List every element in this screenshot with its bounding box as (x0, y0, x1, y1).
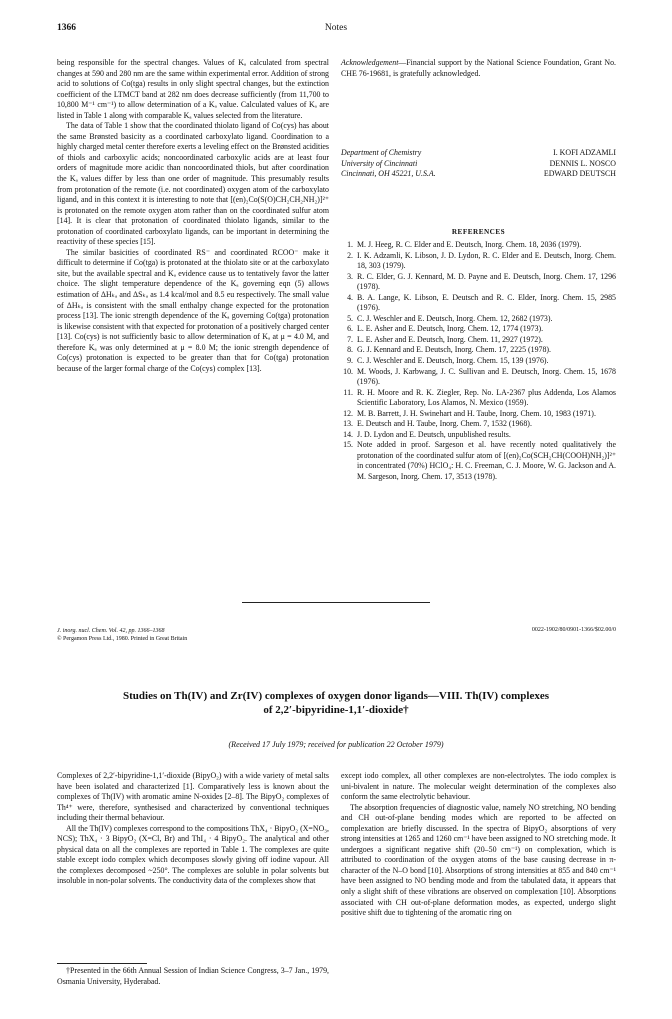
footnote (57, 966, 329, 987)
article-title-line: of 2,2′-bipyridine-1,1′-dioxide† (263, 704, 409, 716)
reference-item: 2. I. K. Adzamli, K. Libson, J. D. Lydon, R. C. Elder and E. Deutsch, Inorg. Chem. 18, 303 (1979). (347, 250, 616, 271)
reference-item: 14. J. D. Lydon and E. Deutsch, unpublished results. (343, 429, 511, 439)
article-right-column (341, 771, 616, 919)
acknowledgement-text: —Financial support by the National Science Foundation, Grant No. CHE 76-19681, is gratefully acknowledged. (341, 58, 616, 78)
affiliation-block (341, 148, 616, 180)
journal-reference (57, 627, 187, 643)
author-name: DENNIS L. NOSCO (549, 158, 616, 168)
section-divider (242, 602, 430, 603)
paragraph: The data of Table 1 show that the coordinated thiolato ligand of Co(cys) has about the same Brønsted basicity as a coordinated carboxylato ligand. Coordination to a highly charged metal center therefore exerts a leveling effect on the Brønsted acidities of thiols and carboxylic acids; noncoordinated carboxylic acids are at least four orders of magnitude more acidic than noncoordinated thiols, but after coordination the Kₐ values differ by less than one order of magnitude. This presumably results from protonation of the remote (i.e. not coordinated) oxygen atom of the carboxylato ligand, and in this context it is interesting to note that [(en)₂Co(S(O)CH₂CH₂NH₂)]²⁺ is protonated on the remote oxygen atom rather than on the coordinated sulfur atom [14]. It is clear that protonation of coordinated thiolato ligands, similar to the protonation of coordinated carboxylato ligands, can be important in determining the reactivity of these species [15]. (57, 121, 329, 247)
paragraph: Complexes of 2,2′-bipyridine-1,1′-dioxide (BipyO₂) with a wide variety of metal salts have been isolated and characterized [1]. Comparatively less is known about the complexes of Th(IV) with aromatic amine N-oxides [2–8]. The BipyO₂ complexes of Th⁴⁺ were, therefore, synthesised and characterized by conventional techniques including their thermal behaviour. (57, 771, 329, 823)
paragraph: except iodo complex, all other complexes are non-electrolytes. The iodo complex is uni-bivalent in nature. The molecular weight determination of the complexes also conform the same electrolytic behaviour. (341, 771, 616, 802)
references-list (341, 240, 616, 483)
article-code: 0022-1902/80/0901-1366/$02.00/0 (531, 627, 616, 633)
reference-item: 5. C. J. Weschler and E. Deutsch, Inorg. Chem. 12, 2682 (1973). (347, 313, 553, 323)
author-name: EDWARD DEUTSCH (543, 169, 616, 178)
reference-item: 15. Note added in proof. Sargeson et al. have recently noted qualitatively the protonation of the coordinated sulfur atom of [(en)₂Co(SCH₂CH(COOH)NH₂)]²⁺ in concentrated (70%) HClO₄: H. C. Freeman, C. J. Moore, W. G. Jackson and A. M. Sargeson, Inorg. Chem. 17, 3513 (1978). (343, 440, 616, 482)
reference-item: 6. L. E. Asher and E. Deutsch, Inorg. Chem. 12, 1774 (1973). (347, 324, 544, 334)
acknowledgement (341, 58, 616, 79)
department-line: Department of Chemistry (341, 148, 422, 157)
running-title: Notes (324, 23, 348, 33)
paragraph: being responsible for the spectral changes. Values of Kₐ calculated from spectral changes at 590 and 280 nm are the same within experimental error. Addition of strong acid to solutions of Co(tga) results in only slight spectral changes, but the extinction coefficient of the LTMCT band at 282 nm does decrease sufficiently (from 11,700 to 10,800 M⁻¹ cm⁻¹) to allow determination of a Kₐ value. Calculated values of Kₐ are listed in Table 1 along with comparable Kₐ values selected from the literature. (57, 58, 329, 120)
paragraph: The absorption frequencies of diagnostic value, namely NO stretching, NO bending and CH out-of-plane bending modes which are reported to be affected on complexation are briefly discussed. In the spectra of BipyO₂ absorptions of very strong intensities at 1265 and 1260 cm⁻¹ have been assigned to NO stretching mode. It undergoes a significant negative shift (20–50 cm⁻¹) on complexation, which is attributed to coordination of the oxygen atoms of the base causing decrease in π-character of the N–O bond [10]. Absorptions of strong intensities at 855 and 840 cm⁻¹ have been assigned to NO bending mode and from the tabulated data, it appears that only a slight shift of these vibrations are observed on complexation [10]. Absorptions associated with CH out-of-plane deformation modes, as expected, undergo slight positive shift due to tightening of the aromatic ring on (341, 802, 616, 918)
author-name: I. KOFI ADZAMLI (553, 148, 616, 157)
reference-item: 13. E. Deutsch and H. Taube, Inorg. Chem. 7, 1532 (1968). (343, 419, 532, 429)
reference-item: 11. R. H. Moore and R. K. Ziegler, Rep. No. LA-2367 plus Addenda, Los Alamos Scientific Laboratory, Los Alamos, N. Mexico (1959). (343, 387, 616, 408)
article-left-column (57, 771, 329, 887)
journal-citation: J. inorg. nucl. Chem. Vol. 42, pp. 1366–1368 (57, 628, 165, 634)
reference-item: 9. C. J. Weschler and E. Deutsch, Inorg. Chem. 15, 139 (1976). (347, 356, 549, 366)
paragraph: The similar basicities of coordinated RS⁻ and coordinated RCOO⁻ make it difficult to determine if Co(tga) is protonated at the thiolato site or at the carboxylato site, but the available spectral and Kₐ evidence cause us to tentatively favor the latter choice. The slight temperature dependence of the Kₐ governing eqn (5) allows estimation of ΔHₖₐ and ΔSₖₐ as 1.4 kcal/mol and 8.5 eu respectively. The small value of ΔHₖₐ is consistent with the small enthalpy change expected for the protonation process [13]. The ionic strength dependence of the Kₐ governing Co(tga) protonation is likewise consistent with that expected for protonation of a positively charged center [13]. Co(cys) is not sufficiently basic to allow determination of Kₐ at μ = 4.0 M, and therefore Kₐ was only determined at μ = 8.0 M; the ionic strength dependence of Co(cys) protonation is expected to be greater than that for Co(tga) protonation because of the larger formal charge of the Co(cys) complex [13]. (57, 247, 329, 373)
references-heading: REFERENCES (451, 228, 506, 236)
reference-item: 12. M. B. Barrett, J. H. Swinehart and H. Taube, Inorg. Chem. 10, 1983 (1971). (343, 408, 596, 418)
copyright-line: © Pergamon Press Ltd., 1980. Printed in Great Britain (57, 636, 188, 642)
reference-item: 3. R. C. Elder, G. J. Kennard, M. D. Payne and E. Deutsch, Inorg. Chem. 17, 1296 (1978). (347, 271, 616, 292)
left-column-text (57, 58, 329, 374)
footnote-text: †Presented in the 66th Annual Session of Indian Science Congress, 3–7 Jan., 1979, Osmania University, Hyderabad. (57, 966, 329, 986)
reference-item: 10. M. Woods, J. Karbwang, J. C. Sullivan and E. Deutsch, Inorg. Chem. 15, 1678 (1976). (343, 366, 616, 387)
address-line: Cincinnati, OH 45221, U.S.A. (341, 169, 436, 178)
reference-item: 1. M. J. Heeg, R. C. Elder and E. Deutsch, Inorg. Chem. 18, 2036 (1979). (347, 240, 582, 249)
reference-item: 7. L. E. Asher and E. Deutsch, Inorg. Chem. 11, 2927 (1972). (347, 334, 543, 344)
page-number: 1366 (57, 23, 76, 33)
article-title (60, 689, 612, 717)
article-title-line: Studies on Th(IV) and Zr(IV) complexes of oxygen donor ligands—VIII. Th(IV) complexes (123, 690, 549, 702)
received-dates: (Received 17 July 1979; received for publication 22 October 1979) (228, 740, 444, 749)
paragraph: All the Th(IV) complexes correspond to the compositions ThX₄ · BipyO₂ (X=NO₃, NCS); ThX₄ · 3 BipyO₂ (X=Cl, Br) and ThI₄ · 4 BipyO₂. The analytical and other physical data on all the complexes are reported in Table 1. The complexes are quite stable except iodo complex which decomposes slowly giving off iodine vapour. All the complexes decomposed ~250°. The complexes are soluble in polar solvents but insoluble in non-polar solvents. The conductivity data of the complexes show that (57, 823, 329, 886)
acknowledgement-label: Acknowledgement (341, 58, 399, 67)
university-line: University of Cincinnati (341, 158, 418, 168)
reference-item: 4. B. A. Lange, K. Libson, E. Deutsch and R. C. Elder, Inorg. Chem. 15, 2985 (1976). (347, 292, 616, 313)
reference-item: 8. G. J. Kennard and E. Deutsch, Inorg. Chem. 17, 2225 (1978). (347, 345, 552, 355)
footnote-rule (57, 963, 147, 964)
author-list (486, 148, 616, 180)
